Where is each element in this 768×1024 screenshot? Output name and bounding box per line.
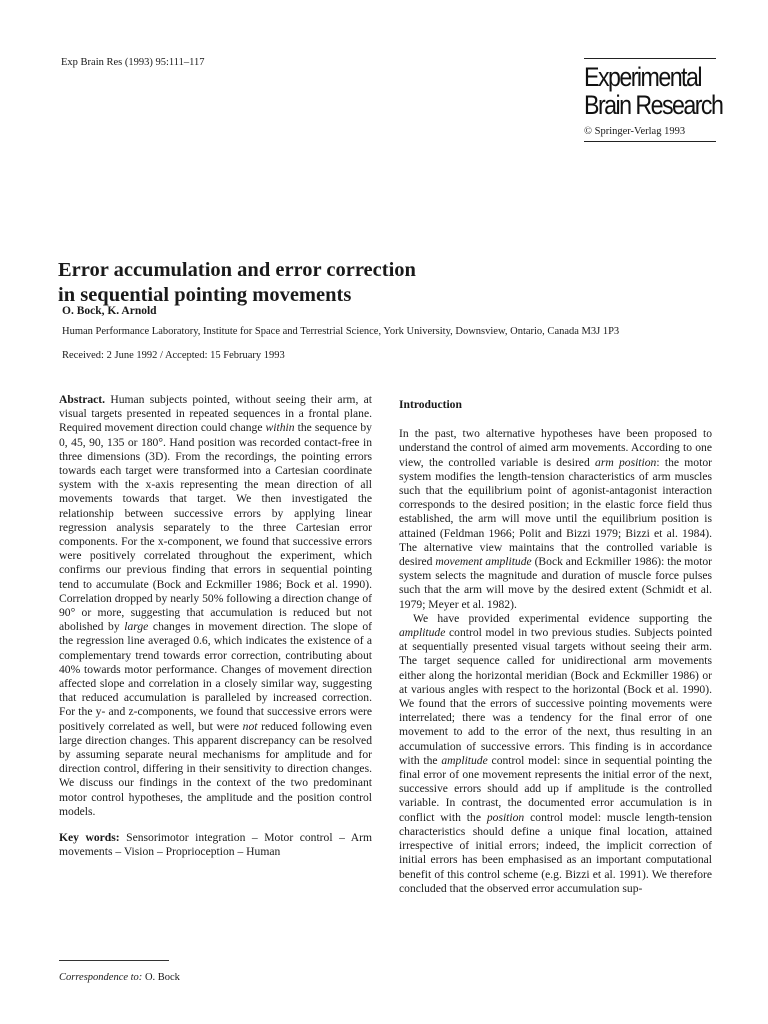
abstract-label: Abstract. bbox=[59, 393, 106, 406]
journal-masthead bbox=[584, 58, 723, 142]
correspondence-footnote bbox=[59, 972, 180, 983]
introduction-heading: Introduction bbox=[399, 398, 462, 411]
journal-logo-line1: Experimental bbox=[584, 62, 701, 92]
correspondence-name: O. Bock bbox=[144, 972, 180, 983]
intro-paragraph-2: We have provided experimental evidence supporting the amplitude control model in two previous studies. Subjects pointed at sequentially presented visual targets without seeing their arm. The target sequence called for unidirectional arm movements either along the horizontal meridian (Bock and Eckmiller 1986) or at various angles with respect to the horizontal (Bock et al. 1990). We found that the errors of successive pointing movements were interrelated; there was a tendency for the final error of one movement to add to the error of the next, thus resulting in an accumulation of successive errors. This finding is in accordance with the amplitude control model: since in sequential pointing the final error of one movement represents the initial error of the next, successive errors should add up if amplitude is the controlled variable. In contrast, the documented error accumulation is in conflict with the position control model: muscle length-tension characteristics should define a unique final location, attained irrespective of initial errors; indeed, the implicit correction of initial errors has been emphasised as an important computational benefit of this control scheme (e.g. Bizzi et al. 1991). We therefore concluded that the observed error accumulation sup- bbox=[399, 611, 713, 895]
right-column bbox=[399, 398, 712, 896]
title-line-1: Error accumulation and error correction bbox=[58, 259, 416, 281]
keywords-text: Sensorimotor integration – Motor control – Arm movements – Vision – Proprioception – Human bbox=[59, 831, 373, 859]
footnote-divider bbox=[59, 960, 169, 961]
journal-logo-line2: Brain Research bbox=[584, 90, 723, 120]
copyright-notice: © Springer-Verlag 1993 bbox=[584, 126, 716, 142]
authors: O. Bock, K. Arnold bbox=[62, 305, 157, 317]
affiliation: Human Performance Laboratory, Institute for Space and Terrestrial Science, York University, Downsview, Ontario, Canada M3J 1P3 bbox=[62, 326, 620, 337]
correspondence-label: Correspondence to: bbox=[59, 972, 143, 983]
intro-paragraph-1: In the past, two alternative hypotheses have been proposed to understand the control of aimed arm movements. According to one view, the controlled variable is desired arm position: the motor system modifies the length-tension characteristics of arm muscles such that the equilibrium point of agonist-antagonist interaction corresponds to the desired position; in the elastic force field thus established, the arm will move until the equilibrium position is attained (Feldman 1966; Polit and Bizzi 1979; Bizzi et al. 1984). The alternative view maintains that the controlled variable is desired movement amplitude (Bock and Eckmiller 1986): the motor system selects the magnitude and duration of muscle force pulses such that the arm will move by the desired extent (Schmidt et al. 1979; Meyer et al. 1982). bbox=[399, 427, 712, 611]
received-dates: Received: 2 June 1992 / Accepted: 15 February 1993 bbox=[62, 350, 285, 361]
article-title bbox=[58, 258, 416, 308]
left-column bbox=[59, 393, 372, 860]
keywords-paragraph bbox=[59, 831, 372, 859]
journal-citation: Exp Brain Res (1993) 95:111–117 bbox=[61, 57, 205, 68]
abstract-paragraph: Abstract. Human subjects pointed, without seeing their arm, at visual targets presented in repeated sequences in a frontal plane. Required movement direction could change within the sequence by 0, 45, 90, 135 or 180°. Hand position was recorded contact-free in three dimensions (3D). From the recordings, the pointing errors towards each target were transformed into a Cartesian coordinate system with the x-axis representing the mean direction of all movements towards that target. We then investigated the relationship between successive errors by applying linear regression analysis separately to the three Cartesian error components. For the x-component, we found that successive errors were positively correlated throughout the experiment, which confirms our previous finding that errors in sequential pointing tend to accumulate (Bock and Eckmiller 1986; Bock et al. 1990). Correlation dropped by nearly 50% following a direction change of 90° or more, suggesting that accumulation is reduced but not abolished by large changes in movement direction. The slope of the regression line averaged 0.6, which indicates the existence of a complementary trend towards error correction, contributing about 40% towards motor performance. Changes of movement direction affected slope and correlation in a closely similar way, suggesting that reduced accumulation is paralleled by increased correction. For the y- and z-components, we found that successive errors were positively correlated as well, but were not reduced following even large direction changes. This apparent discrepancy can be resolved by assuming separate neural mechanisms for amplitude and for direction control, differing in their sensitivity to direction changes. We discuss our findings in the context of the two predominant motor control hypotheses, the amplitude and the position control models. bbox=[59, 393, 372, 818]
keywords-label: Key words: bbox=[59, 831, 120, 845]
title-line-2: in sequential pointing movements bbox=[58, 284, 352, 306]
